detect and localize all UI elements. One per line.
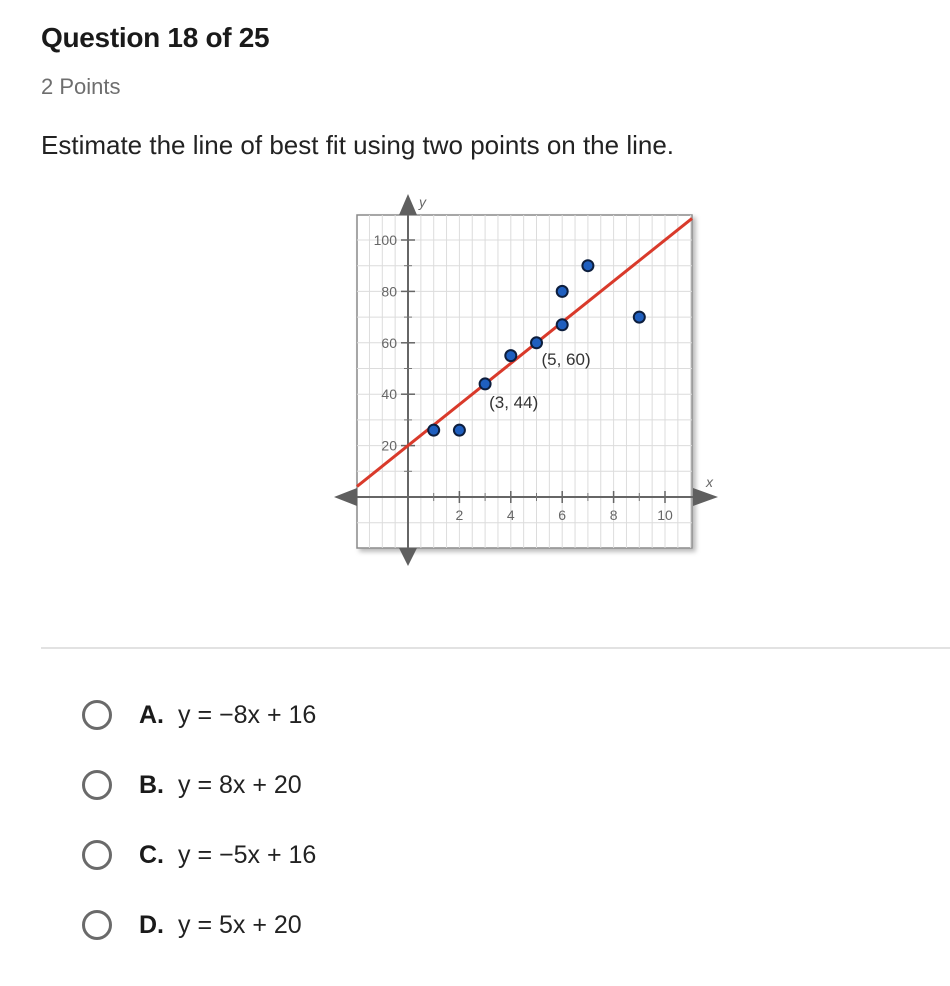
data-point <box>505 350 516 361</box>
y-tick-label: 20 <box>381 437 397 454</box>
y-tick-label: 40 <box>381 386 397 403</box>
question-title: Question 18 of 25 <box>41 22 270 53</box>
choice-c[interactable] <box>82 830 316 880</box>
y-tick-label: 80 <box>381 283 397 300</box>
choice-d[interactable] <box>82 900 316 950</box>
y-axis-label: y <box>419 194 426 210</box>
x-tick-label: 10 <box>657 507 673 523</box>
x-tick-label: 6 <box>558 507 567 523</box>
choice-a[interactable] <box>82 690 316 740</box>
point-annotation: (3, 44) <box>489 392 539 412</box>
radio-button-d[interactable] <box>82 910 112 940</box>
choice-b[interactable] <box>82 760 316 810</box>
choice-letter: A. <box>139 700 164 729</box>
data-point <box>557 319 568 330</box>
choice-text: y = −5x + 16 <box>178 840 317 869</box>
y-tick-label: 60 <box>381 334 397 351</box>
x-tick-label: 4 <box>506 507 515 523</box>
x-axis-arrow-left-icon <box>334 488 357 506</box>
choice-letter: D. <box>139 910 164 939</box>
question-points: 2 Points <box>41 74 121 99</box>
data-point <box>531 337 542 348</box>
x-axis-label: x <box>706 474 713 490</box>
radio-button-c[interactable] <box>82 840 112 870</box>
data-point <box>557 286 568 297</box>
scatter-plot <box>330 188 730 573</box>
data-point <box>582 260 593 271</box>
y-tick-label: 100 <box>373 232 397 248</box>
data-point <box>634 312 645 323</box>
data-point <box>480 378 491 389</box>
x-tick-label: 2 <box>455 507 464 523</box>
point-annotation: (5, 60) <box>541 349 591 369</box>
choice-letter: B. <box>139 770 164 799</box>
answer-choices <box>82 690 316 970</box>
scatter-plot-svg <box>330 188 730 573</box>
choice-text: y = −8x + 16 <box>178 700 317 729</box>
choice-letter: C. <box>139 840 164 869</box>
data-point <box>428 425 439 436</box>
x-tick-label: 8 <box>609 507 618 523</box>
y-axis-arrow-down-icon <box>399 548 417 566</box>
choice-text: y = 8x + 20 <box>178 770 302 799</box>
radio-button-a[interactable] <box>82 700 112 730</box>
x-axis-arrow-right-icon <box>693 488 718 506</box>
radio-button-b[interactable] <box>82 770 112 800</box>
question-prompt: Estimate the line of best fit using two points on the line. <box>41 130 675 160</box>
data-point <box>454 425 465 436</box>
divider <box>41 647 950 649</box>
y-axis-arrow-up-icon <box>399 194 417 215</box>
choice-text: y = 5x + 20 <box>178 910 302 939</box>
